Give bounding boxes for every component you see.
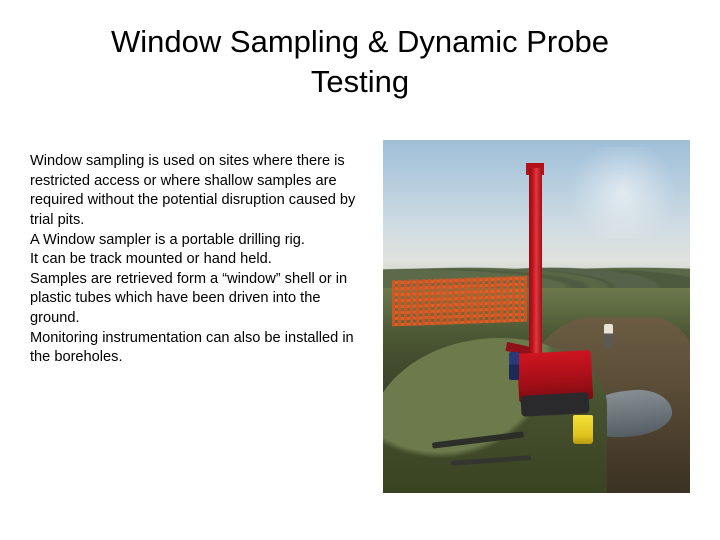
rig-track (521, 392, 590, 417)
body-paragraph: It can be track mounted or hand held. (30, 251, 272, 268)
body-paragraph: A Window sampler is a portable drilling rig. (30, 231, 305, 248)
worker-figure (509, 352, 519, 380)
body-paragraph: Monitoring instrumentation can also be installed in the boreholes. (30, 329, 354, 366)
photo-scene (383, 140, 690, 493)
body-paragraph: Samples are retrieved form a “window” shell or in plastic tubes which have been driven into the ground. (30, 270, 348, 326)
worker-figure-second (604, 324, 613, 349)
body-paragraph: Window sampling is used on sites where there is restricted access or where shallow samples are required without the potential disruption caused by trial pits. (30, 153, 356, 228)
sun-glare (561, 147, 684, 239)
slide-body-text (30, 152, 368, 368)
window-sampling-rig-photo (383, 140, 690, 493)
safety-fence (392, 275, 527, 326)
rig-mast (529, 168, 542, 373)
page-title: Window Sampling & Dynamic Probe Testing (111, 24, 609, 99)
fuel-can (573, 415, 593, 443)
